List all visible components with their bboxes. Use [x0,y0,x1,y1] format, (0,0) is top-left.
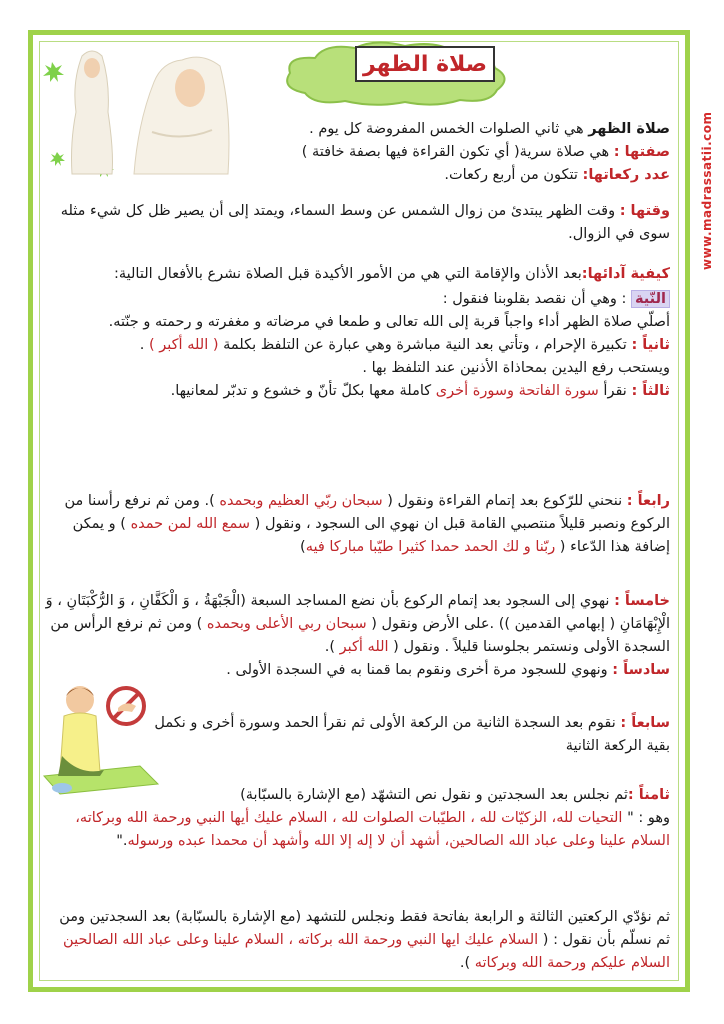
step7-block [150,712,670,758]
step8-label: ثامناً : [627,787,670,803]
step4-line [44,490,670,559]
rakaat-label: عدد ركعاتها: [582,167,670,183]
step2-text-b: . [139,337,150,353]
tashahhud-text: التحيات لله، الزكيّات لله ، الطيّبات الصلوات لله ، السلام عليك أيها النبي ورحمة الله وبركاته، السلام علينا وعلى عباد الله الصالحين، أشهد أن لا إله إلا الله وأشهد أن محمدا عبده ورسوله [75,810,670,849]
step3-text-a: نقرأ [598,383,632,399]
step2-takbir: ( الله أكبر ) [149,337,219,353]
step4-dua: ربّنا و لك الحمد حمدا كثيرا طيّبا مباركا فيه [305,539,556,555]
step5-text-c: ). [324,639,340,655]
step3-line [44,380,670,403]
rakaat-text: تتكون من أربع ركعات. [444,167,583,183]
step4-text-b: ). ومن ثم نرفع رأسنا من الركوع ونصبر قليلاً منتصبي القامة قبل ان نهوي الى السجود ، ونقول ( [64,493,670,532]
step5-tasbih: سبحان ربي الأعلى وبحمده [206,616,367,632]
rakaat-line [44,164,670,187]
step5-label: خامساً : [614,593,670,609]
step4-text-d: ) [300,539,306,555]
step6-label: سادساً : [612,662,670,678]
sifa-label: صفتها : [613,144,670,160]
niyya-formula: أصلّي صلاة الظهر أداء واجباً قربة إلى الله تعالى و طمعا في مرضاته و مغفرته و رحمته و جنّته. [108,314,670,330]
waqt-text: وقت الظهر يبتدئ من زوال الشمس عن وسط السماء، ويمتد إلى أن يصير ظل كل شيء مثله سوى في الزوال. [60,203,670,242]
step3-text-b: كاملة معها بكلّ تأنّ و خشوع و تدبّر لمعانيها. [170,383,436,399]
step5-block [44,590,670,682]
step5-takbir: الله أكبر [339,639,389,655]
step2-line2: ويستحب رفع اليدين بمحاذاة الأذنين عند التلفظ بها . [362,360,670,376]
page-title: صلاة الظهر [355,46,495,82]
site-url: www.madrassatii.com [700,111,714,270]
step4-text-c: ) و يمكن إضافة هذا الدّعاء ( [72,516,670,555]
step4-tasbih: سبحان ربّي العظيم وبحمده [219,493,383,509]
sifa-line [44,141,670,164]
kayfiya-label: كيفية آدائها: [581,266,670,282]
praying-boy-image [40,676,160,796]
step2-label: ثانياً : [631,337,670,353]
intro-line [44,118,670,141]
kayfiya-block [44,263,670,403]
step7-text: نقوم بعد السجدة الثانية من الركعة الأولى ثم نقرأ الحمد وسورة أخرى و نكمل بقية الركعة الثانية [154,715,670,754]
tashahhud-end: ." [116,833,128,849]
waqt-block [44,200,670,246]
sifa-text: هي صلاة سرية( أي تكون القراءة فيها بصفة خافتة ) [301,144,614,160]
step5-text-a: نهوي إلى السجود بعد إتمام الركوع بأن نضع المساجد السبعة (الْجَبْهَةُ ، وَ الْكَفَّانِ ، وَ الرُّكْبَتَانِ ، وَ الْإِبْهَامَانِ ( إبهامي القدمين )) .على الأرض ونقول ( [45,593,670,632]
waqt-label: وقتها : [619,203,670,219]
intro-block [44,118,670,187]
step8-block [44,784,670,853]
final-text-a: ثم نؤدّي الركعتين الثالثة و الرابعة بفاتحة فقط ونجلس للتشهد (مع الإشارة بالسبّابة) بعد السجدتين ومن ثم نسلّم بأن نقول : ( [59,909,670,948]
step4-samiallah: سمع الله لمن حمده [130,516,251,532]
kayfiya-line [44,263,670,286]
step5-text-b: ) ومن ثم نرفع الرأس من السجدة الأولى ونستمر بجلوسنا قليلاً . ونقول ( [50,616,670,655]
step2-line [44,334,670,357]
niyya-label: النّية [631,290,670,308]
step4-text-a: ننحني للرّكوع بعد إتمام القراءة ونقول ( [382,493,627,509]
step7-line [150,712,670,758]
final-line [44,906,670,975]
final-block [44,906,670,975]
step7-label: سابعاً : [620,715,670,731]
tashahhud-intro: وهو : " [622,810,670,826]
step8-line [44,784,670,807]
step3-label: ثالثاً : [631,383,670,399]
final-text-b: ). [459,955,475,971]
step4-label: رابعاً : [626,493,670,509]
tashahhud-line [44,807,670,853]
step2-text-a: تكبيرة الإحرام ، وتأتي بعد النية مباشرة وهي عبارة عن التلفظ بكلمة [218,337,632,353]
step5-line [44,590,670,659]
step4-block [44,490,670,559]
intro-text: هي ثاني الصلوات الخمس المفروضة كل يوم . [309,121,589,137]
final-salam: السلام عليك ايها النبي ورحمة الله بركاته ، السلام علينا وعلى عباد الله الصالحين السلام عليكم ورحمة الله وبركاته [63,932,670,971]
step6-text: ونهوي للسجود مرة أخرى ونقوم بما قمنا به في السجدة الأولى . [226,662,613,678]
waqt-line [44,200,670,246]
step8-text: ثم نجلس بعد السجدتين و نقول نص التشهّد (مع الإشارة بالسبّابة) [240,787,628,803]
intro-term: صلاة الظهر [588,121,670,137]
niyya-text: : وهي أن نقصد بقلوبنا فنقول : [442,291,631,307]
niyya-line [44,288,670,311]
step3-surah: سورة الفاتحة وسورة أخرى [435,383,599,399]
kayfiya-text: بعد الأذان والإقامة التي هي من الأمور الأكيدة قبل الصلاة نشرع بالأفعال التالية: [113,266,582,282]
